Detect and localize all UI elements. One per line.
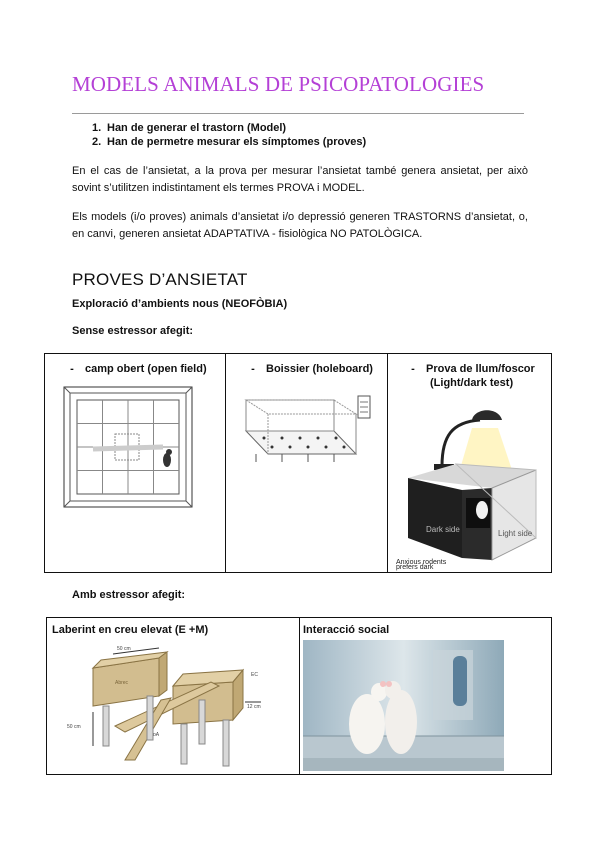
title-divider: [72, 113, 524, 114]
holeboard-image: [234, 386, 374, 466]
dim-height-label: 50 cm: [67, 724, 81, 730]
tests-table-without-stressor: [44, 353, 552, 573]
holeboard-label: Boissier (holeboard): [266, 363, 373, 375]
dim-arm-label: 12 cm: [247, 704, 261, 710]
open-field-image: [63, 386, 193, 508]
dash: -: [251, 363, 255, 375]
light-dark-image: [394, 398, 544, 568]
label-without-stressor: Sense estressor afegit:: [72, 325, 194, 337]
tests-table-with-stressor: [46, 617, 552, 775]
paragraph-anxiety-models: Els models (i/o proves) animals d’ansietat i/o depressió generen TRASTORNS d’ansietat, o, en canvi, generen ansietat ADAPTATIVA - fisiològica NO PATOLÒGICA.: [72, 211, 528, 240]
open-field-label: camp obert (open field): [85, 363, 207, 375]
section-heading: PROVES D’ANSIETAT: [72, 270, 248, 289]
open-arm-label: oA: [153, 732, 160, 738]
closed-arm-label: EC: [251, 672, 258, 678]
list-text: Han de permetre mesurar els símptomes (proves): [107, 136, 367, 148]
image-caption-line1: Anxious rodents: [396, 559, 447, 566]
paragraph-anxiety-test: En el cas de l’ansietat, a la prova per mesurar l’ansietat també genera ansietat, per això sovint s’utilitzen indistintament els termes PROVA i MODEL.: [72, 165, 528, 194]
light-dark-label-line1: Prova de llum/foscor: [426, 363, 535, 375]
cell-open-field: [45, 354, 226, 573]
list-item: [92, 122, 286, 134]
social-interaction-label: Interacció social: [303, 624, 390, 636]
cell-social-interaction: [300, 618, 552, 775]
list-number: 1.: [92, 122, 102, 134]
dark-side-label: Dark side: [426, 525, 460, 534]
subheading-neophobia: Exploració d’ambients nous (NEOFÒBIA): [72, 298, 288, 310]
dash: -: [70, 363, 74, 375]
list-item: [92, 136, 366, 148]
cell-light-dark: [388, 354, 552, 573]
list-text: Han de generar el trastorn (Model): [107, 122, 287, 134]
cell-holeboard: [226, 354, 388, 573]
list-number: 2.: [92, 136, 102, 148]
social-interaction-image: [303, 640, 504, 771]
cell-elevated-plus-maze: [47, 618, 300, 775]
light-dark-label-line2: (Light/dark test): [430, 377, 514, 389]
dash: -: [411, 363, 415, 375]
elevated-plus-maze-image: [55, 640, 295, 772]
label-with-stressor: Amb estressor afegit:: [72, 589, 186, 601]
dim-top-label: 50 cm: [117, 646, 131, 652]
page-title: MODELS ANIMALS DE PSICOPATOLOGIES: [72, 72, 485, 96]
platform-label: Abrec: [115, 680, 129, 686]
light-side-label: Light side: [498, 529, 533, 538]
elevated-plus-maze-label: Laberint en creu elevat (E +M): [52, 624, 209, 636]
image-caption-line2: prefers dark: [396, 564, 434, 571]
